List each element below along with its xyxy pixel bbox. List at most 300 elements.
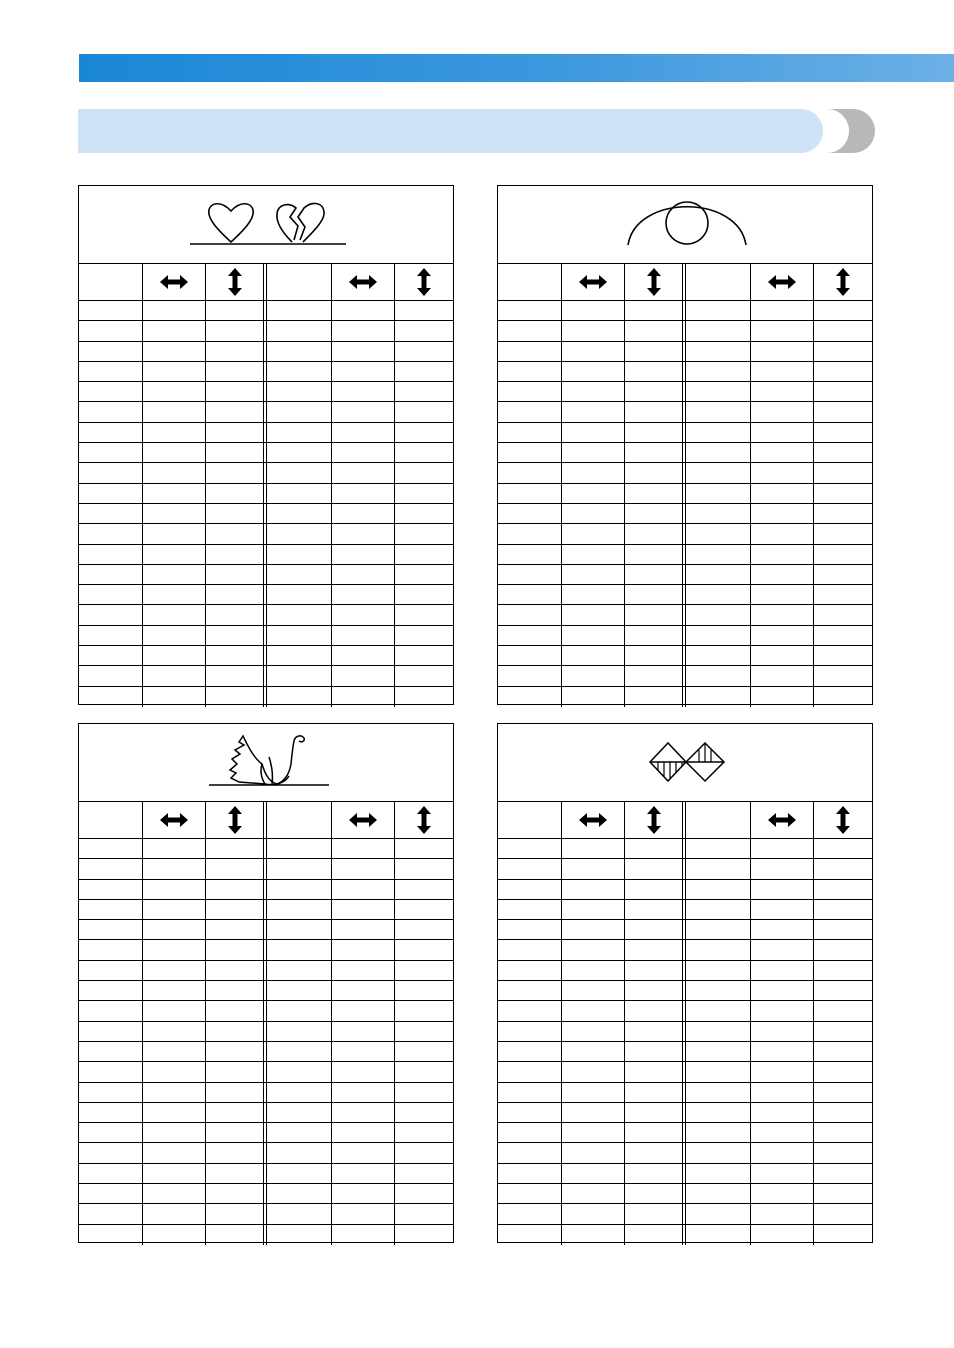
grid-divider: [682, 484, 686, 503]
table-cell: [265, 1103, 331, 1122]
grid-divider: [205, 321, 206, 340]
table-row: [79, 1062, 453, 1082]
table-cell: [331, 443, 394, 462]
grid-divider: [263, 423, 267, 442]
table-cell: [624, 981, 684, 1000]
grid-divider: [394, 484, 395, 503]
grid-divider: [205, 263, 206, 300]
table-cell: [561, 1001, 624, 1020]
table-cell: [561, 687, 624, 707]
grid-divider: [394, 687, 395, 707]
table-cell: [498, 646, 561, 665]
grid-divider: [142, 666, 143, 685]
table-cell: [265, 1184, 331, 1203]
vertical-arrow-icon: [227, 805, 243, 835]
table-cell: [498, 1204, 561, 1223]
table-cell: [79, 1042, 142, 1061]
table-cell: [142, 504, 205, 523]
table-cell: [813, 1103, 872, 1122]
grid-divider: [394, 423, 395, 442]
table-cell: [394, 321, 453, 340]
table-cell: [79, 1001, 142, 1020]
table-cell: [331, 524, 394, 543]
table-row: [79, 666, 453, 686]
grid-divider: [561, 940, 562, 959]
table-row: [498, 859, 872, 879]
table-cell: [684, 961, 750, 980]
table-cell: [331, 920, 394, 939]
table-cell: [331, 1123, 394, 1142]
grid-divider: [682, 463, 686, 482]
table-cell: [498, 524, 561, 543]
table-cell: [750, 981, 813, 1000]
grid-divider: [624, 666, 625, 685]
table-cell: [684, 1225, 750, 1245]
table-cell: [561, 402, 624, 421]
grid-divider: [331, 1184, 332, 1203]
table-cell: [624, 646, 684, 665]
grid-divider: [750, 646, 751, 665]
grid-divider: [750, 362, 751, 381]
table-cell: [813, 1204, 872, 1223]
table-cell: [750, 626, 813, 645]
table-cell: [498, 463, 561, 482]
table-cell: [331, 646, 394, 665]
grid-divider: [813, 1103, 814, 1122]
table-cell: [265, 484, 331, 503]
grid-divider: [142, 382, 143, 401]
grid-divider: [750, 545, 751, 564]
measurement-grid: [79, 263, 453, 707]
grid-divider: [331, 443, 332, 462]
header-cell: [684, 801, 750, 838]
grid-divider: [142, 443, 143, 462]
table-cell: [813, 859, 872, 878]
grid-divider: [682, 646, 686, 665]
grid-divider: [142, 1042, 143, 1061]
table-cell: [561, 1204, 624, 1223]
grid-divider: [750, 263, 751, 300]
header-cell: [813, 263, 872, 300]
table-cell: [750, 900, 813, 919]
grid-divider: [205, 402, 206, 421]
header-cell: [331, 801, 394, 838]
grid-divider: [394, 382, 395, 401]
table-cell: [205, 859, 265, 878]
grid-divider: [263, 1083, 267, 1102]
table-cell: [79, 1062, 142, 1081]
grid-divider: [750, 443, 751, 462]
table-cell: [142, 1001, 205, 1020]
grid-divider: [813, 321, 814, 340]
table-cell: [331, 687, 394, 707]
header-cell: [561, 801, 624, 838]
grid-divider: [561, 880, 562, 899]
grid-header-row: [498, 801, 872, 839]
table-cell: [561, 880, 624, 899]
table-cell: [331, 565, 394, 584]
table-cell: [684, 463, 750, 482]
table-cell: [498, 321, 561, 340]
table-row: [79, 1123, 453, 1143]
table-cell: [142, 605, 205, 624]
section-bar-fill: [78, 109, 823, 153]
table-cell: [813, 463, 872, 482]
table-cell: [394, 1103, 453, 1122]
table-cell: [561, 1184, 624, 1203]
grid-divider: [561, 961, 562, 980]
grid-divider: [813, 1123, 814, 1142]
table-cell: [750, 880, 813, 899]
grid-divider: [394, 321, 395, 340]
table-cell: [498, 920, 561, 939]
table-cell: [684, 839, 750, 858]
table-cell: [265, 1083, 331, 1102]
table-cell: [142, 1083, 205, 1102]
table-cell: [265, 362, 331, 381]
grid-divider: [331, 940, 332, 959]
table-cell: [750, 362, 813, 381]
table-cell: [813, 605, 872, 624]
table-cell: [498, 1022, 561, 1041]
table-cell: [394, 646, 453, 665]
grid-divider: [263, 961, 267, 980]
table-row: [498, 1103, 872, 1123]
table-cell: [624, 1103, 684, 1122]
grid-divider: [813, 565, 814, 584]
pattern-header: [79, 186, 453, 264]
table-cell: [142, 1204, 205, 1223]
table-cell: [79, 859, 142, 878]
table-row: [498, 484, 872, 504]
grid-divider: [624, 1042, 625, 1061]
grid-divider: [682, 1184, 686, 1203]
grid-divider: [624, 1164, 625, 1183]
grid-divider: [205, 342, 206, 361]
grid-divider: [331, 839, 332, 858]
grid-divider: [682, 1103, 686, 1122]
grid-divider: [624, 605, 625, 624]
grid-divider: [142, 859, 143, 878]
grid-divider: [561, 504, 562, 523]
table-cell: [498, 900, 561, 919]
table-cell: [79, 321, 142, 340]
table-cell: [561, 423, 624, 442]
grid-divider: [561, 545, 562, 564]
table-cell: [142, 484, 205, 503]
table-cell: [498, 301, 561, 320]
table-row: [79, 545, 453, 565]
table-cell: [205, 545, 265, 564]
grid-divider: [813, 839, 814, 858]
table-cell: [624, 1123, 684, 1142]
table-cell: [813, 484, 872, 503]
table-cell: [79, 423, 142, 442]
table-cell: [561, 301, 624, 320]
table-cell: [265, 605, 331, 624]
table-cell: [684, 605, 750, 624]
table-cell: [624, 565, 684, 584]
table-cell: [624, 443, 684, 462]
table-cell: [265, 321, 331, 340]
grid-divider: [682, 1042, 686, 1061]
grid-divider: [263, 1123, 267, 1142]
grid-divider: [561, 900, 562, 919]
table-cell: [205, 1001, 265, 1020]
grid-divider: [331, 342, 332, 361]
grid-divider: [561, 646, 562, 665]
grid-divider: [561, 605, 562, 624]
grid-divider: [561, 1123, 562, 1142]
grid-divider: [142, 646, 143, 665]
grid-divider: [331, 666, 332, 685]
table-cell: [684, 981, 750, 1000]
table-cell: [79, 920, 142, 939]
table-cell: [265, 1123, 331, 1142]
grid-divider: [205, 1042, 206, 1061]
table-cell: [331, 504, 394, 523]
table-cell: [561, 1042, 624, 1061]
grid-divider: [682, 1062, 686, 1081]
table-cell: [624, 1001, 684, 1020]
header-cell: [813, 801, 872, 838]
table-row: [498, 443, 872, 463]
grid-divider: [205, 484, 206, 503]
grid-divider: [331, 1204, 332, 1223]
table-cell: [561, 585, 624, 604]
table-cell: [813, 1062, 872, 1081]
table-cell: [142, 585, 205, 604]
grid-divider: [561, 981, 562, 1000]
grid-divider: [750, 900, 751, 919]
table-cell: [79, 687, 142, 707]
table-cell: [813, 961, 872, 980]
table-cell: [561, 626, 624, 645]
grid-divider: [394, 362, 395, 381]
table-cell: [561, 1164, 624, 1183]
grid-divider: [331, 981, 332, 1000]
table-cell: [205, 504, 265, 523]
grid-divider: [682, 263, 686, 300]
table-cell: [142, 524, 205, 543]
grid-divider: [813, 1204, 814, 1223]
table-cell: [561, 605, 624, 624]
table-cell: [498, 626, 561, 645]
grid-divider: [142, 1083, 143, 1102]
grid-divider: [813, 1001, 814, 1020]
grid-divider: [263, 666, 267, 685]
table-cell: [142, 362, 205, 381]
table-cell: [561, 1103, 624, 1122]
grid-divider: [624, 585, 625, 604]
table-cell: [684, 1062, 750, 1081]
table-cell: [750, 920, 813, 939]
grid-divider: [142, 484, 143, 503]
table-cell: [498, 1225, 561, 1245]
table-cell: [265, 1062, 331, 1081]
table-cell: [331, 626, 394, 645]
grid-divider: [813, 859, 814, 878]
table-cell: [79, 940, 142, 959]
grid-divider: [142, 423, 143, 442]
table-row: [79, 504, 453, 524]
table-cell: [750, 504, 813, 523]
grid-divider: [394, 900, 395, 919]
grid-divider: [624, 301, 625, 320]
table-cell: [561, 504, 624, 523]
table-cell: [79, 443, 142, 462]
table-cell: [142, 626, 205, 645]
table-row: [79, 463, 453, 483]
grid-divider: [813, 626, 814, 645]
table-cell: [205, 463, 265, 482]
table-cell: [750, 961, 813, 980]
table-cell: [750, 1042, 813, 1061]
table-cell: [394, 605, 453, 624]
table-cell: [498, 1103, 561, 1122]
table-row: [79, 626, 453, 646]
table-cell: [813, 342, 872, 361]
grid-divider: [331, 504, 332, 523]
table-cell: [142, 940, 205, 959]
measurement-grid: [79, 801, 453, 1245]
table-cell: [750, 402, 813, 421]
grid-divider: [205, 801, 206, 838]
grid-divider: [750, 524, 751, 543]
grid-divider: [142, 263, 143, 300]
grid-divider: [561, 423, 562, 442]
table-cell: [265, 524, 331, 543]
table-cell: [79, 880, 142, 899]
grid-divider: [263, 342, 267, 361]
table-cell: [750, 524, 813, 543]
table-cell: [79, 484, 142, 503]
table-cell: [331, 961, 394, 980]
table-cell: [79, 362, 142, 381]
table-row: [498, 423, 872, 443]
grid-divider: [205, 1143, 206, 1162]
grid-divider: [682, 585, 686, 604]
grid-divider: [813, 362, 814, 381]
table-cell: [684, 1164, 750, 1183]
table-cell: [750, 585, 813, 604]
table-cell: [684, 342, 750, 361]
table-cell: [394, 1062, 453, 1081]
table-cell: [813, 626, 872, 645]
horizontal-arrow-icon: [578, 274, 608, 290]
table-cell: [79, 402, 142, 421]
grid-divider: [682, 981, 686, 1000]
table-cell: [498, 981, 561, 1000]
grid-divider: [561, 585, 562, 604]
table-row: [79, 524, 453, 544]
table-cell: [561, 920, 624, 939]
grid-divider: [205, 940, 206, 959]
table-cell: [265, 920, 331, 939]
grid-divider: [263, 605, 267, 624]
table-cell: [394, 1123, 453, 1142]
grid-divider: [331, 263, 332, 300]
grid-divider: [682, 1225, 686, 1245]
table-cell: [684, 321, 750, 340]
table-cell: [684, 484, 750, 503]
table-cell: [498, 839, 561, 858]
circle-in-arch-icon: [498, 186, 872, 263]
grid-divider: [624, 1184, 625, 1203]
grid-divider: [394, 880, 395, 899]
table-cell: [813, 382, 872, 401]
table-cell: [205, 666, 265, 685]
table-cell: [750, 1143, 813, 1162]
grid-divider: [331, 585, 332, 604]
grid-divider: [813, 605, 814, 624]
table-row: [498, 646, 872, 666]
grid-divider: [624, 1001, 625, 1020]
grid-divider: [750, 1184, 751, 1203]
grid-divider: [205, 1123, 206, 1142]
grid-divider: [624, 545, 625, 564]
table-cell: [750, 382, 813, 401]
table-cell: [624, 1143, 684, 1162]
table-row: [498, 301, 872, 321]
table-cell: [813, 1123, 872, 1142]
grid-divider: [624, 1204, 625, 1223]
grid-divider: [624, 1143, 625, 1162]
grid-divider: [331, 1042, 332, 1061]
table-cell: [750, 1083, 813, 1102]
grid-divider: [813, 423, 814, 442]
table-cell: [813, 1225, 872, 1245]
table-cell: [331, 1164, 394, 1183]
grid-divider: [561, 402, 562, 421]
grid-divider: [682, 382, 686, 401]
table-cell: [561, 382, 624, 401]
grid-divider: [394, 801, 395, 838]
table-cell: [394, 1164, 453, 1183]
table-cell: [142, 1164, 205, 1183]
table-cell: [684, 1083, 750, 1102]
table-cell: [265, 880, 331, 899]
grid-divider: [813, 301, 814, 320]
grid-divider: [624, 687, 625, 707]
grid-divider: [813, 1225, 814, 1245]
grid-divider: [750, 1083, 751, 1102]
pattern-panel-circles: [497, 185, 873, 705]
header-cell: [394, 801, 453, 838]
table-row: [79, 423, 453, 443]
table-cell: [205, 900, 265, 919]
table-cell: [79, 605, 142, 624]
pattern-panel-swan: [78, 723, 454, 1243]
grid-divider: [331, 301, 332, 320]
table-cell: [750, 484, 813, 503]
grid-divider: [813, 545, 814, 564]
grid-divider: [750, 839, 751, 858]
table-cell: [498, 585, 561, 604]
table-cell: [205, 1062, 265, 1081]
header-cell: [331, 263, 394, 300]
grid-divider: [813, 382, 814, 401]
table-cell: [142, 402, 205, 421]
table-cell: [624, 880, 684, 899]
grid-divider: [682, 1123, 686, 1142]
grid-divider: [813, 585, 814, 604]
grid-divider: [813, 801, 814, 838]
table-cell: [624, 321, 684, 340]
table-row: [498, 524, 872, 544]
grid-divider: [624, 626, 625, 645]
grid-divider: [205, 646, 206, 665]
